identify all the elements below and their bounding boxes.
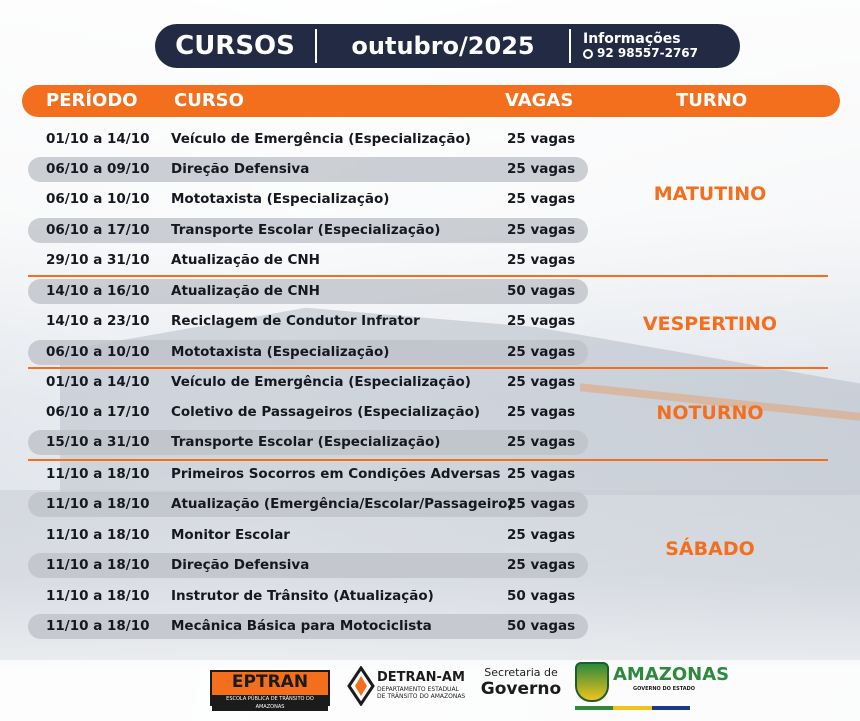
column-header-bar bbox=[22, 85, 840, 117]
column-header-turno: TURNO bbox=[676, 90, 748, 111]
table-row bbox=[28, 553, 588, 578]
turno-matutino: MATUTINO bbox=[653, 183, 767, 205]
row-vagas: 25 vagas bbox=[507, 466, 576, 482]
table-row bbox=[28, 492, 588, 517]
eptran-subtitle: ESCOLA PÚBLICA DE TRÂNSITO DO AMAZONAS bbox=[212, 695, 328, 711]
turno-vespertino: VESPERTINO bbox=[642, 313, 778, 335]
row-vagas: 25 vagas bbox=[507, 191, 576, 207]
row-curso: Direção Defensiva bbox=[171, 161, 310, 177]
row-curso: Atualização de CNH bbox=[171, 252, 320, 268]
row-vagas: 25 vagas bbox=[507, 161, 576, 177]
secretaria-logo bbox=[476, 666, 566, 699]
section-separator bbox=[28, 275, 828, 277]
row-periodo: 29/10 a 31/10 bbox=[46, 252, 150, 268]
row-vagas: 25 vagas bbox=[507, 344, 576, 360]
row-vagas: 25 vagas bbox=[507, 434, 576, 450]
amazonas-name: AMAZONAS bbox=[613, 664, 730, 685]
column-header-periodo: PERÍODO bbox=[46, 90, 138, 111]
table-row bbox=[28, 218, 588, 243]
row-curso: Mototaxista (Especialização) bbox=[171, 191, 390, 207]
row-vagas: 25 vagas bbox=[507, 527, 576, 543]
header-banner bbox=[155, 24, 740, 68]
info-label: Informações bbox=[583, 30, 681, 47]
row-vagas: 25 vagas bbox=[507, 252, 576, 268]
row-vagas: 50 vagas bbox=[507, 283, 576, 299]
row-curso: Instrutor de Trânsito (Atualização) bbox=[171, 588, 434, 604]
header-month: outubro/2025 bbox=[351, 32, 535, 60]
table-row bbox=[28, 340, 588, 365]
secretaria-line2: Governo bbox=[480, 679, 562, 699]
row-periodo: 01/10 a 14/10 bbox=[46, 131, 150, 147]
row-vagas: 50 vagas bbox=[507, 588, 576, 604]
row-vagas: 25 vagas bbox=[507, 496, 576, 512]
amazonas-logo bbox=[575, 660, 730, 712]
table-row bbox=[28, 248, 588, 273]
row-curso: Primeiros Socorros em Condições Adversas bbox=[171, 466, 501, 482]
header-info bbox=[571, 32, 698, 61]
row-periodo: 15/10 a 31/10 bbox=[46, 434, 150, 450]
table-row bbox=[28, 400, 588, 425]
detran-logo bbox=[347, 664, 465, 708]
row-curso: Veículo de Emergência (Especialização) bbox=[171, 131, 471, 147]
table-row bbox=[28, 309, 588, 334]
secretaria-line1: Secretaria de bbox=[484, 666, 558, 679]
row-periodo: 06/10 a 09/10 bbox=[46, 161, 150, 177]
section-separator bbox=[28, 367, 828, 369]
row-vagas: 50 vagas bbox=[507, 618, 576, 634]
info-phone bbox=[583, 47, 698, 60]
table-row bbox=[28, 279, 588, 304]
row-curso: Mecânica Básica para Motociclista bbox=[171, 618, 432, 634]
row-periodo: 06/10 a 17/10 bbox=[46, 404, 150, 420]
row-vagas: 25 vagas bbox=[507, 131, 576, 147]
section-separator bbox=[28, 459, 828, 461]
row-periodo: 11/10 a 18/10 bbox=[46, 496, 150, 512]
table-row bbox=[28, 462, 588, 487]
row-vagas: 25 vagas bbox=[507, 222, 576, 238]
row-curso: Atualização (Emergência/Escolar/Passageiro) bbox=[171, 496, 514, 512]
amazonas-subtitle: GOVERNO DO ESTADO bbox=[633, 686, 695, 692]
row-curso: Veículo de Emergência (Especialização) bbox=[171, 374, 471, 390]
row-periodo: 11/10 a 18/10 bbox=[46, 618, 150, 634]
amazonas-seal-icon bbox=[575, 662, 609, 702]
amazonas-flag-bars bbox=[575, 706, 690, 710]
table-row bbox=[28, 614, 588, 639]
row-periodo: 06/10 a 10/10 bbox=[46, 191, 150, 207]
row-vagas: 25 vagas bbox=[507, 404, 576, 420]
table-row bbox=[28, 584, 588, 609]
row-curso: Direção Defensiva bbox=[171, 557, 310, 573]
row-curso: Transporte Escolar (Especialização) bbox=[171, 434, 441, 450]
phone-number: 92 98557-2767 bbox=[597, 46, 699, 61]
row-curso: Atualização de CNH bbox=[171, 283, 320, 299]
row-vagas: 25 vagas bbox=[507, 313, 576, 329]
row-periodo: 11/10 a 18/10 bbox=[46, 527, 150, 543]
header-title: CURSOS bbox=[175, 31, 295, 61]
row-curso: Reciclagem de Condutor Infrator bbox=[171, 313, 420, 329]
detran-emblem-icon bbox=[347, 666, 375, 706]
row-periodo: 11/10 a 18/10 bbox=[46, 557, 150, 573]
row-vagas: 25 vagas bbox=[507, 374, 576, 390]
row-periodo: 14/10 a 23/10 bbox=[46, 313, 150, 329]
table-row bbox=[28, 187, 588, 212]
row-periodo: 14/10 a 16/10 bbox=[46, 283, 150, 299]
eptran-logo bbox=[210, 670, 330, 710]
turno-noturno: NOTURNO bbox=[656, 402, 764, 424]
whatsapp-icon bbox=[583, 49, 593, 59]
table-row bbox=[28, 430, 588, 455]
table-row bbox=[28, 523, 588, 548]
table-row bbox=[28, 157, 588, 182]
row-periodo: 11/10 a 18/10 bbox=[46, 466, 150, 482]
row-curso: Coletivo de Passageiros (Especialização) bbox=[171, 404, 481, 420]
row-periodo: 06/10 a 17/10 bbox=[46, 222, 150, 238]
table-row bbox=[28, 370, 588, 395]
column-header-vagas: VAGAS bbox=[505, 90, 574, 111]
turno-sabado: SÁBADO bbox=[665, 538, 755, 560]
eptran-name: EPTRAN bbox=[231, 672, 309, 692]
row-curso: Monitor Escolar bbox=[171, 527, 290, 543]
footer-logos bbox=[0, 650, 860, 721]
table-row bbox=[28, 127, 588, 152]
row-periodo: 06/10 a 10/10 bbox=[46, 344, 150, 360]
row-vagas: 25 vagas bbox=[507, 557, 576, 573]
row-curso: Transporte Escolar (Especialização) bbox=[171, 222, 441, 238]
detran-name: DETRAN-AM bbox=[377, 670, 465, 685]
row-periodo: 01/10 a 14/10 bbox=[46, 374, 150, 390]
detran-subtitle: DEPARTAMENTO ESTADUAL DE TRÂNSITO DO AMAZONAS bbox=[377, 686, 466, 700]
row-curso: Mototaxista (Especialização) bbox=[171, 344, 390, 360]
row-periodo: 11/10 a 18/10 bbox=[46, 588, 150, 604]
column-header-curso: CURSO bbox=[174, 90, 244, 111]
